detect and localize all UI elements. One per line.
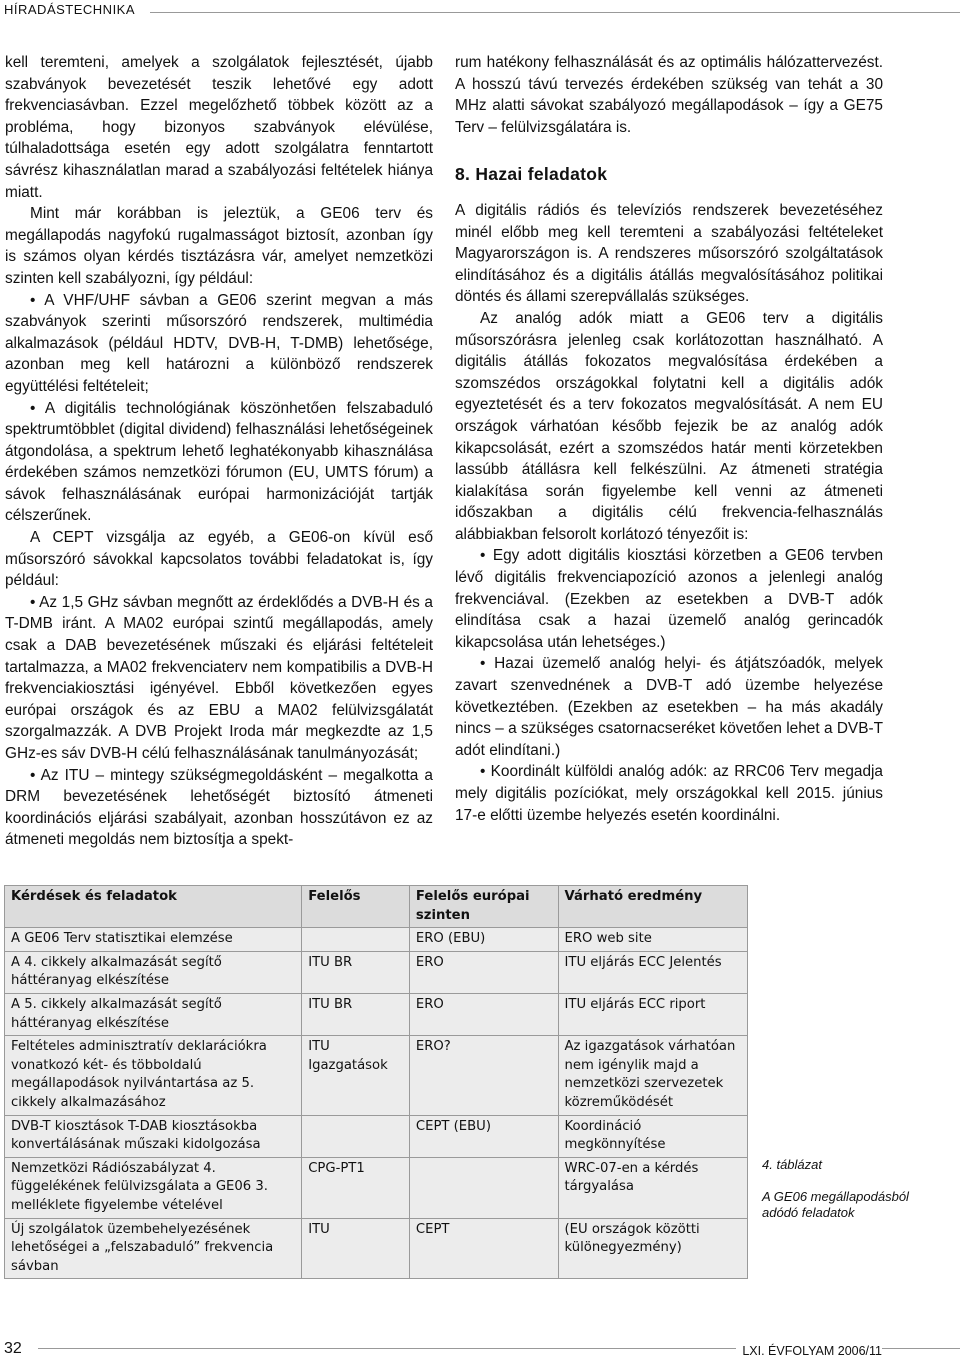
header-rule [150, 12, 960, 13]
table-cell: Az igazgatások várhatóan nem igénylik majd a nemzetközi szervezetek közreműködését [558, 1036, 747, 1115]
table-cell: ITU [302, 1218, 410, 1279]
table-cell: Koordináció megkönnyítése [558, 1115, 747, 1157]
tasks-table [4, 885, 748, 1279]
table-cell: ITU BR [302, 951, 410, 993]
table-cell: ERO web site [558, 928, 747, 952]
table-cell: ITU Igazgatások [302, 1036, 410, 1115]
bullet-paragraph: • Az 1,5 GHz sávban megnőtt az érdeklődés a DVB-H és a T-DMB iránt. A MA02 európai szintű megállapodás, amely csak a DAB bevezetésének műszaki és eljárási feltételeit tartalmazza, a MA02 frekvenciaterv nem kompatibilis a DVB-H frekvenciakiosztási igényével. Ebből következően egyes európai országok és az EBU a MA02 felülvizsgálatát szorgalmazzák. A DVB Projekt Iroda már megkezdte az 1,5 GHz-es sáv DVB-H célú felhasználásának tanulmányozását; [5, 593, 433, 762]
page-number: 32 [4, 1340, 22, 1357]
paragraph: kell teremteni, amelyek a szolgálatok fejlesztését, újabb szabványok bevezetését teszik lehetővé egy adott frekvenciasávban. Ezzel megelőzhető többek között az a probléma, hogy bizonyos szabványok elévülése, túlhaladottsága esetén egy adott szolgálatra fenntartott sávrész kihasználatlan marad a szabályozási feltételek hiánya miatt. [5, 54, 433, 201]
table-cell: WRC-07-en a kérdés tárgyalása [558, 1157, 747, 1218]
table-cell: Új szolgálatok üzembehelyezésének lehetőségei a „felszabaduló” frekvencia sávban [5, 1218, 302, 1279]
page-footer [0, 1340, 960, 1364]
table-row [5, 993, 748, 1035]
page-header [0, 0, 960, 26]
paragraph: A digitális rádiós és televíziós rendszerek bevezetéséhez minél előbb meg kell teremteni a szabályozási feltételeket Magyarországon is. A rendszeres műsorszóró szolgáltatások elindításához és a digitális átállás megvalósításához politikai döntés és állami szerepvállalás szükséges. [455, 201, 883, 306]
table-caption [762, 1157, 942, 1221]
bullet-paragraph: • A VHF/UHF sávban a GE06 szerint megvan a más szabványok szerinti műsorszóró rendszerek, multimédia alkalmazások (például HDTV, DVB-H, T-DMB) lehetősége, azonban meg kell határozni a különböző rendszerek együttélési feltételeit; [5, 291, 433, 395]
caption-spacer [762, 1173, 942, 1189]
bullet-paragraph: • A digitális technológiának köszönhetően felszabaduló spektrumtöbblet (digital dividend) felhasználási lehetőségeinek átgondolása, a spektrum lehető leghatékonyabb kihasználása érdekében számos nemzetközi fórumon (EU, UMTS fórum) a sávok felhasználásának európai harmonizációját tartják célszerűnek. [5, 399, 433, 525]
table-cell: ITU eljárás ECC Jelentés [558, 951, 747, 993]
table-cell: ERO (EBU) [409, 928, 558, 952]
table-cell [302, 1115, 410, 1157]
section-heading: 8. Hazai feladatok [455, 164, 608, 185]
section-title: HÍRADÁSTECHNIKA [4, 2, 136, 17]
table-row [5, 1115, 748, 1157]
table-cell: DVB-T kiosztások T-DAB kiosztásokba konvertálásának műszaki kidolgozása [5, 1115, 302, 1157]
bullet-paragraph: • Hazai üzemelő analóg helyi- és átjátszóadók, melyek zavart szenvednének a DVB-T adó üzembe helyezése következtében. (Ezekben az esetekben – ha más akadály nincs – a szükséges csatornacseréket követően lehet a DVB-T adót elindítani.) [455, 655, 883, 759]
table-cell: Nemzetközi Rádiószabályzat 4. függelékének felülvizsgálata a GE06 3. melléklete figyelembe vételével [5, 1157, 302, 1218]
table-cell: A 5. cikkely alkalmazását segítő háttéranyag elkészítése [5, 993, 302, 1035]
column-header: Kérdések és feladatok [5, 886, 302, 928]
table-cell: CEPT [409, 1218, 558, 1279]
table-row [5, 951, 748, 993]
column-header: Felelős európai szinten [409, 886, 558, 928]
paragraph: rum hatékony felhasználását és az optimális hálózattervezést. A hosszú távú tervezés érdekében szükség van tehát a 30 MHz alatti sávokat szabályozó megállapodások – így a GE75 Terv – felülvizsgálatára is. [455, 54, 883, 136]
table-cell: ERO? [409, 1036, 558, 1115]
caption-title: A GE06 megállapodásból adódó feladatok [762, 1189, 909, 1220]
table-cell: ERO [409, 993, 558, 1035]
table-row [5, 928, 748, 952]
table-cell: ITU BR [302, 993, 410, 1035]
table-row [5, 1157, 748, 1218]
bullet-paragraph: • Koordinált külföldi analóg adók: az RRC06 Terv megadja mely digitális pozíciókat, mely országokkal kell 2015. június 17-e előtti üzembe helyezés esetén koordinálni. [455, 763, 883, 824]
paragraph: Az analóg adók miatt a GE06 terv a digitális műsorszórásra jelenleg csak korlátozottan használható. A digitális átállás fokozatos megvalósítása érdekében a szomszédos országokkal folytatni kell a digitális adók egyeztetését és a terv fokozatos megvalósítását. A nem EU országok várhatóan később fejezik be az analóg adók kikapcsolását, ezért a szomszédos határ menti körzetekben lassúbb átállásra kell felkészülni. Az átmeneti stratégia kialakítása során figyelembe kell venni az átmeneti időszakban a digitális célú frekvencia-felhasználás alábbiakban felsorolt korlátozó tényezőit is: [455, 309, 883, 543]
caption-label: 4. táblázat [762, 1157, 822, 1172]
table-cell: A 4. cikkely alkalmazását segítő háttéranyag elkészítése [5, 951, 302, 993]
table-cell: ERO [409, 951, 558, 993]
volume-label: LXI. ÉVFOLYAM 2006/11 [736, 1344, 882, 1358]
table-cell: CEPT (EBU) [409, 1115, 558, 1157]
paragraph: Mint már korábban is jeleztük, a GE06 terv és megállapodás nagyfokú rugalmasságot biztosít, azonban így is számos olyan kérdés tisztázásra vár, amelyet nemzetközi szinten kell szabályozni, így például: [5, 205, 433, 287]
bullet-paragraph: • Az ITU – mintegy szükségmegoldásként – megalkotta a DRM bevezetésének lehetőségét biztosító átmeneti koordinációs eljárási szabályait, azonban hosszútávon ez az átmeneti megoldás nem biztosítja a spekt- [5, 766, 433, 849]
table-cell: Feltételes adminisztratív deklarációkra vonatkozó két- és többoldalú megállapodások nyilvántartása az 5. cikkely alkalmazásához [5, 1036, 302, 1115]
table-row [5, 1218, 748, 1279]
table-body [5, 928, 748, 1279]
column-header: Várható eredmény [558, 886, 747, 928]
table-cell [302, 928, 410, 952]
table-cell: (EU országok közötti különegyezmény) [558, 1218, 747, 1279]
table-cell: CPG-PT1 [302, 1157, 410, 1218]
left-column [5, 52, 433, 851]
bullet-paragraph: • Egy adott digitális kiosztási körzetben a GE06 tervben lévő digitális frekvenciapozíció azonos a jelenlegi analóg frekvenciával. (Ezekben az esetekben a DVB-T adók elindítása csak a hazai üzemelő analóg gerincadók kikapcsolása után lehetséges.) [455, 547, 883, 651]
paragraph: A CEPT vizsgálja az egyéb, a GE06-on kívül eső műsorszóró sávokkal kapcsolatos további feladatokat is, így például: [5, 529, 433, 590]
table-cell: ITU eljárás ECC riport [558, 993, 747, 1035]
right-column [455, 52, 883, 826]
table-header-row [5, 886, 748, 928]
table-cell: A GE06 Terv statisztikai elemzése [5, 928, 302, 952]
table-row [5, 1036, 748, 1115]
column-header: Felelős [302, 886, 410, 928]
table-cell [409, 1157, 558, 1218]
